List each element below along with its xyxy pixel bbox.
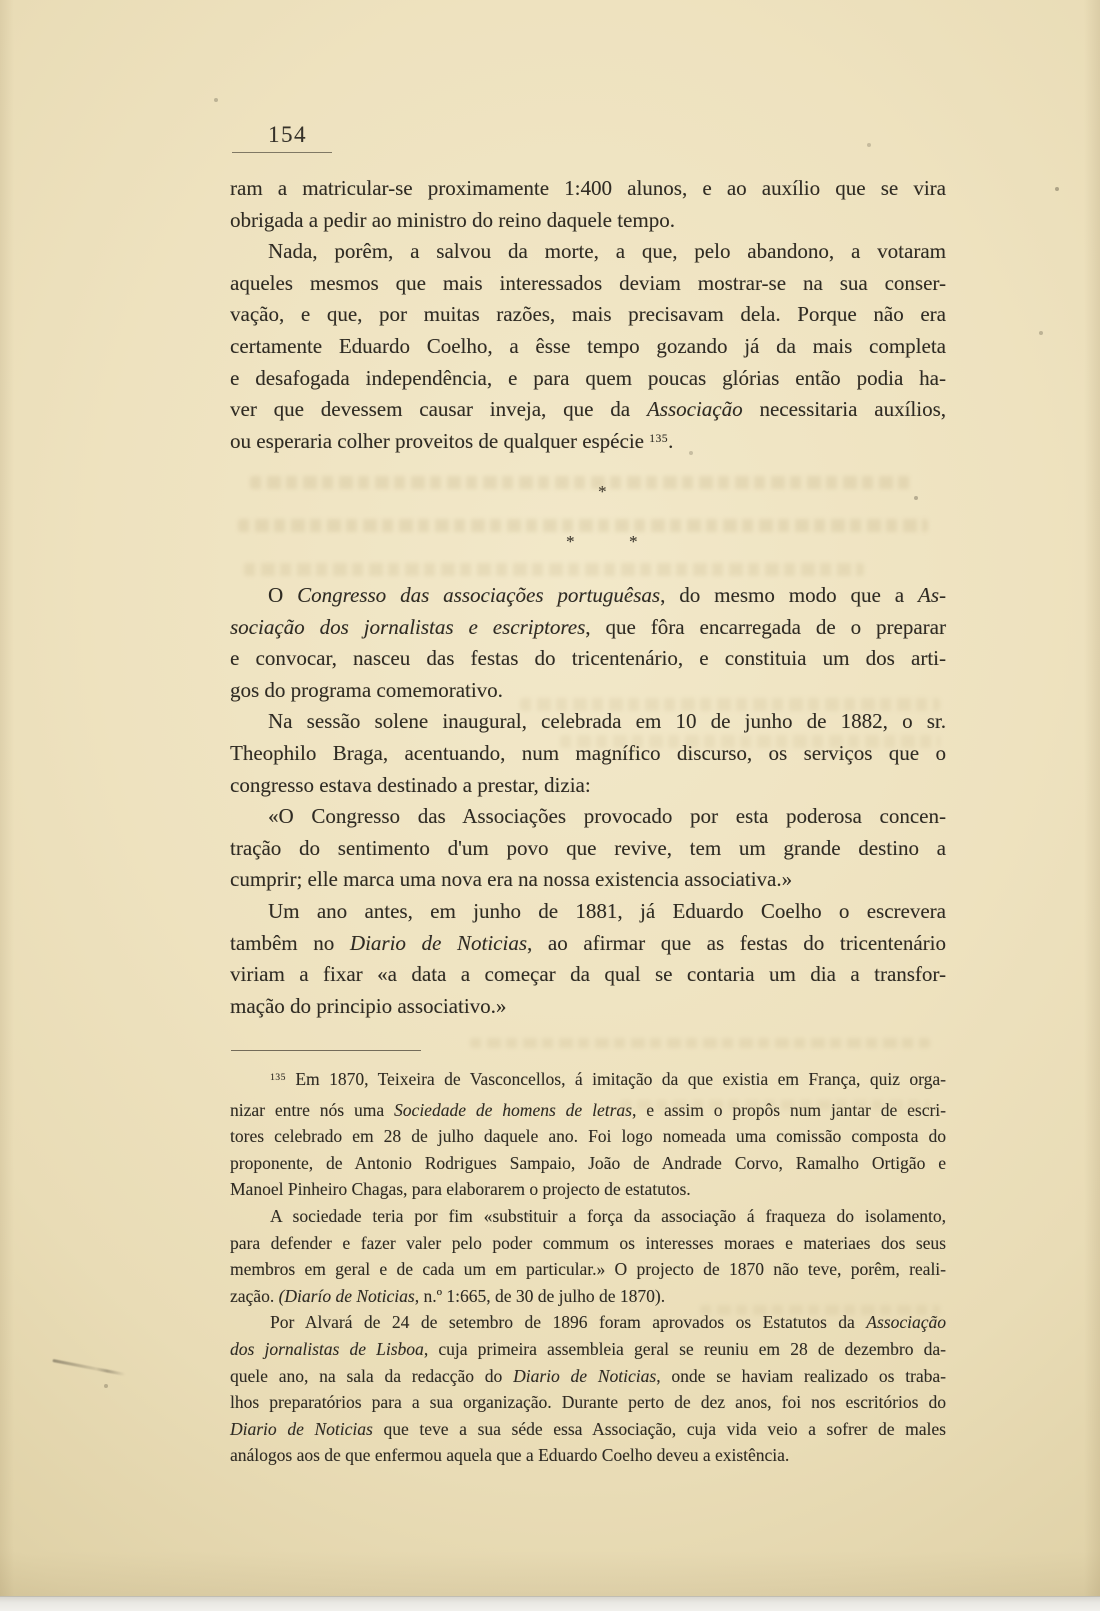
text-line: O Congresso das associações portuguêsas, do mesmo modo que a As- [268,583,947,607]
bleedthrough-mark [238,519,928,532]
text-line: lhos preparatórios para a sua organização. Durante perto de dez anos, foi nos escritórios do [230,1392,946,1413]
text-line: mação do principio associativo.» [230,993,507,1018]
bleedthrough-mark [620,1100,930,1110]
text-line: «O Congresso das Associações provocado por esta poderosa concen- [268,804,946,829]
asterisk-top: * [598,482,607,501]
text-line: vação, e que, por muitas razões, mais precisavam dela. Porque não era [230,302,946,327]
body-text-block-top [230,173,946,461]
bleedthrough-mark [700,1305,940,1315]
text-line: A sociedade teria por fim «substituir a força da associação á fraqueza do isolamento, [270,1205,946,1226]
asterisk-bottom-right: * [629,532,638,551]
bleedthrough-mark [560,735,940,748]
bleedthrough-mark [520,698,940,711]
text-line: certamente Eduardo Coelho, a êsse tempo gozando já da mais completa [230,333,946,358]
text-line: membros em geral e de cada um em particular.» O projecto de 1870 não teve, porêm, reali- [230,1259,946,1280]
bleedthrough-mark [244,563,864,576]
pencil-mark [52,1359,125,1376]
text-line: Manoel Pinheiro Chagas, para elaborarem o projecto de estatutos. [230,1179,691,1200]
paper-specks [0,0,2,2]
text-line: cumprir; elle marca uma nova era na nossa existencia associativa.» [230,867,793,892]
page-number: 154 [268,122,307,147]
text-line: tores celebrado em 28 de julho daquele ano. Foi logo nomeada uma comissão composta do [230,1126,946,1147]
text-line: Na sessão solene inaugural, celebrada em 10 de junho de 1882, o sr. [268,709,946,734]
section-separator [230,456,946,580]
text-line: obrigada a pedir ao ministro do reino daquele tempo. [230,207,675,232]
text-line: Diario de Noticias que teve a sua séde essa Associação, cuja vida veio a sofrer de males [230,1418,946,1439]
text-line: Por Alvará de 24 de setembro de 1896 foram aprovados os Estatutos da Associação [270,1312,946,1333]
bleedthrough-mark [470,1038,930,1048]
text-line: congresso estava destinado a prestar, dizia: [230,772,591,797]
text-line: $^{135}$ Em 1870, Teixeira de Vasconcellos, á imitação da que existia em França, quiz orga- [270,1069,946,1089]
text-line: Um ano antes, em junho de 1881, já Eduardo Coelho o escrevera [268,898,946,923]
footnote-block [230,1066,946,1469]
text-line: tração do sentimento d'um povo que revive, tem um grande destino a [230,835,946,860]
text-line: tambêm no Diario de Noticias, ao afirmar que as festas do tricentenário [230,930,946,955]
text-line: quele ano, na sala da redacção do Diario de Noticias, onde se haviam realizado os traba- [230,1365,946,1386]
scan-page-edge [0,1596,1100,1611]
text-line: ou esperaria colher proveitos de qualquer espécie $^{135}$. [230,428,674,453]
bleedthrough-mark [250,476,910,489]
text-line: proponente, de Antonio Rodrigues Sampaio, João de Andrade Corvo, Ramalho Ortigão e [230,1152,946,1173]
text-line: e convocar, nasceu das festas do tricentenário, e constituia um dos arti- [230,646,946,671]
text-line: viriam a fixar «a data a começar da qual se contaria um dia a transfor- [230,962,946,987]
text-line: sociação dos jornalistas e escriptores, que fôra encarregada de o preparar [230,614,946,639]
text-line: gos do programa comemorativo. [230,677,503,702]
text-line: para defender e fazer valer pelo poder commum os interesses moraes e materiaes dos seus [230,1232,946,1253]
text-line: Theophilo Braga, acentuando, num magnífico discurso, os serviços que o [230,740,946,765]
asterisk-bottom-left: * [566,532,575,551]
text-line: e desafogada independência, e para quem poucas glórias então podia ha- [230,365,946,390]
text-line: nizar entre nós uma Sociedade de homens de letras, e assim o propôs num jantar de escri- [230,1099,947,1120]
text-line: dos jornalistas de Lisboa, cuja primeira assembleia geral se reuniu em 28 de dezembro da- [230,1338,946,1359]
text-line: aqueles mesmos que mais interessados deviam mostrar-se na sua conser- [230,270,946,295]
text-line: análogos aos de que enfermou aquela que a Eduardo Coelho deveu a existência. [230,1445,790,1466]
footnote-divider [231,1050,421,1051]
body-text-block-bottom [230,580,946,1022]
text-line: Nada, porêm, a salvou da morte, a que, pelo abandono, a votaram [268,239,946,264]
text-line: ver que devessem causar inveja, que da Associação necessitaria auxílios, [230,397,946,422]
text-line: zação. (Diarío de Noticias, n.º 1:665, de 30 de julho de 1870). [230,1285,666,1306]
page-number-underline [232,152,332,153]
text-line: ram a matricular-se proximamente 1:400 alunos, e ao auxílio que se vira [230,176,946,200]
